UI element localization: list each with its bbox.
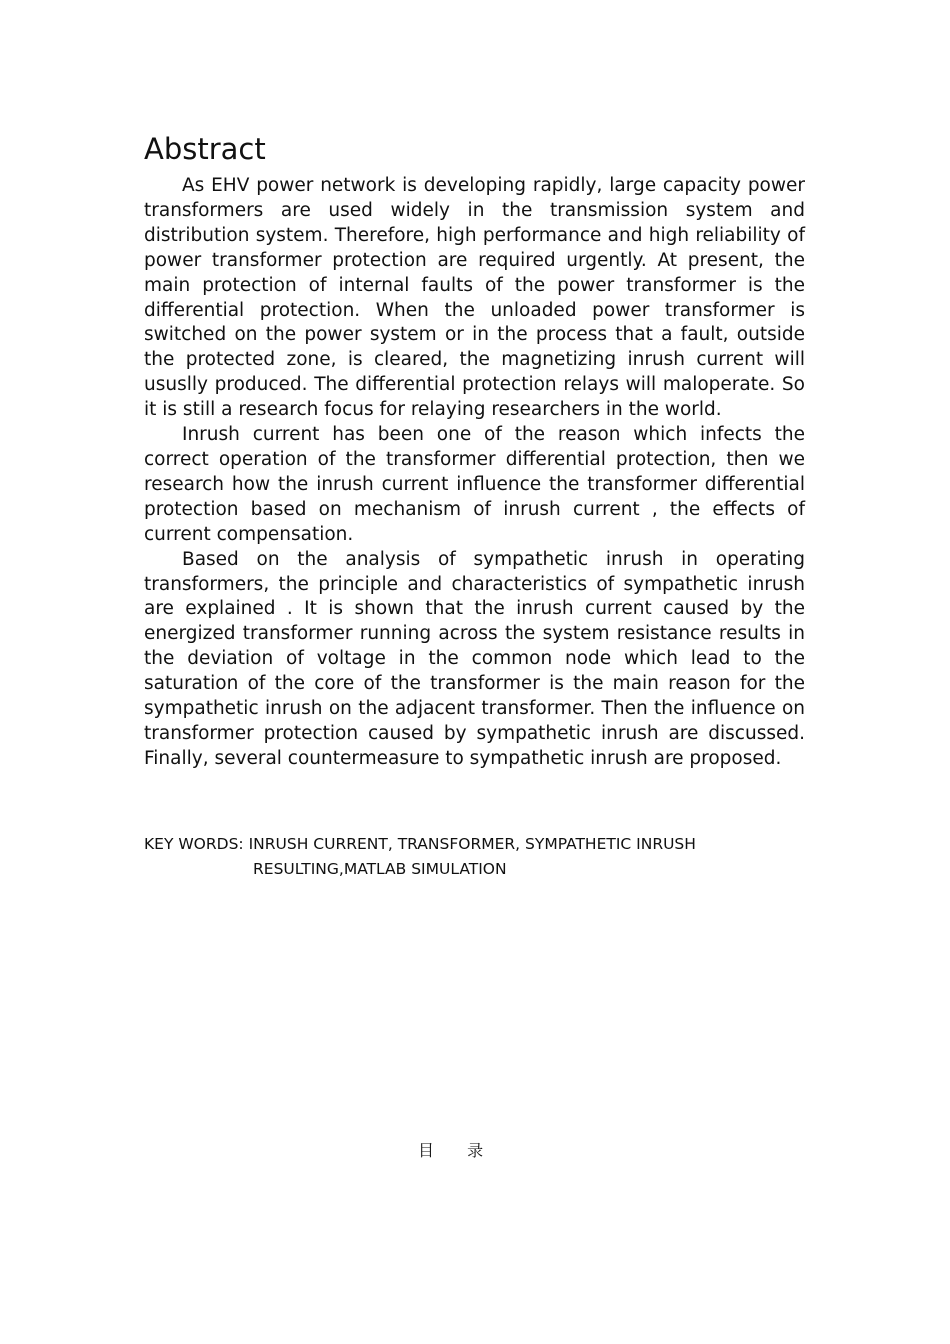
abstract-paragraph: As EHV power network is developing rapidly, large capacity power transformers are used widely in the transmission system and distribution system. Therefore, high performance and high reliability of power transformer protection are required urgently. At present, the main protection of internal faults of the power transformer is the differential protection. When the unloaded power transformer is switched on the power system or in the process that a fault, outside the protected zone, is cleared, the magnetizing inrush current will ususlly produced. The differential protection relays will maloperate. So it is still a research focus for relaying researchers in the world. — [144, 175, 805, 421]
abstract-paragraph: Inrush current has been one of the reason which infects the correct operation of the transformer differential protection, then we research how the inrush current influence the transformer differential protection based on mechanism of inrush current , the effects of current compensation. — [144, 424, 805, 545]
keywords-block — [144, 832, 696, 882]
abstract-body — [144, 174, 805, 772]
abstract-title: Abstract — [144, 132, 266, 166]
keywords-line: KEY WORDS: INRUSH CURRENT, TRANSFORMER, SYMPATHETIC INRUSH — [144, 835, 696, 853]
toc-heading: 目 录 — [418, 1141, 498, 1160]
abstract-paragraph: Based on the analysis of sympathetic inrush in operating transformers, the principle and characteristics of sympathetic inrush are explained . It is shown that the inrush current caused by the energized transformer running across the system resistance results in the deviation of voltage in the common node which lead to the saturation of the core of the transformer is the main reason for the sympathetic inrush on the adjacent transformer. Then the influence on transformer protection caused by sympathetic inrush are discussed. Finally, several countermeasure to sympathetic inrush are proposed. — [144, 548, 805, 769]
keywords-line-continued: RESULTING,MATLAB SIMULATION — [253, 860, 507, 878]
